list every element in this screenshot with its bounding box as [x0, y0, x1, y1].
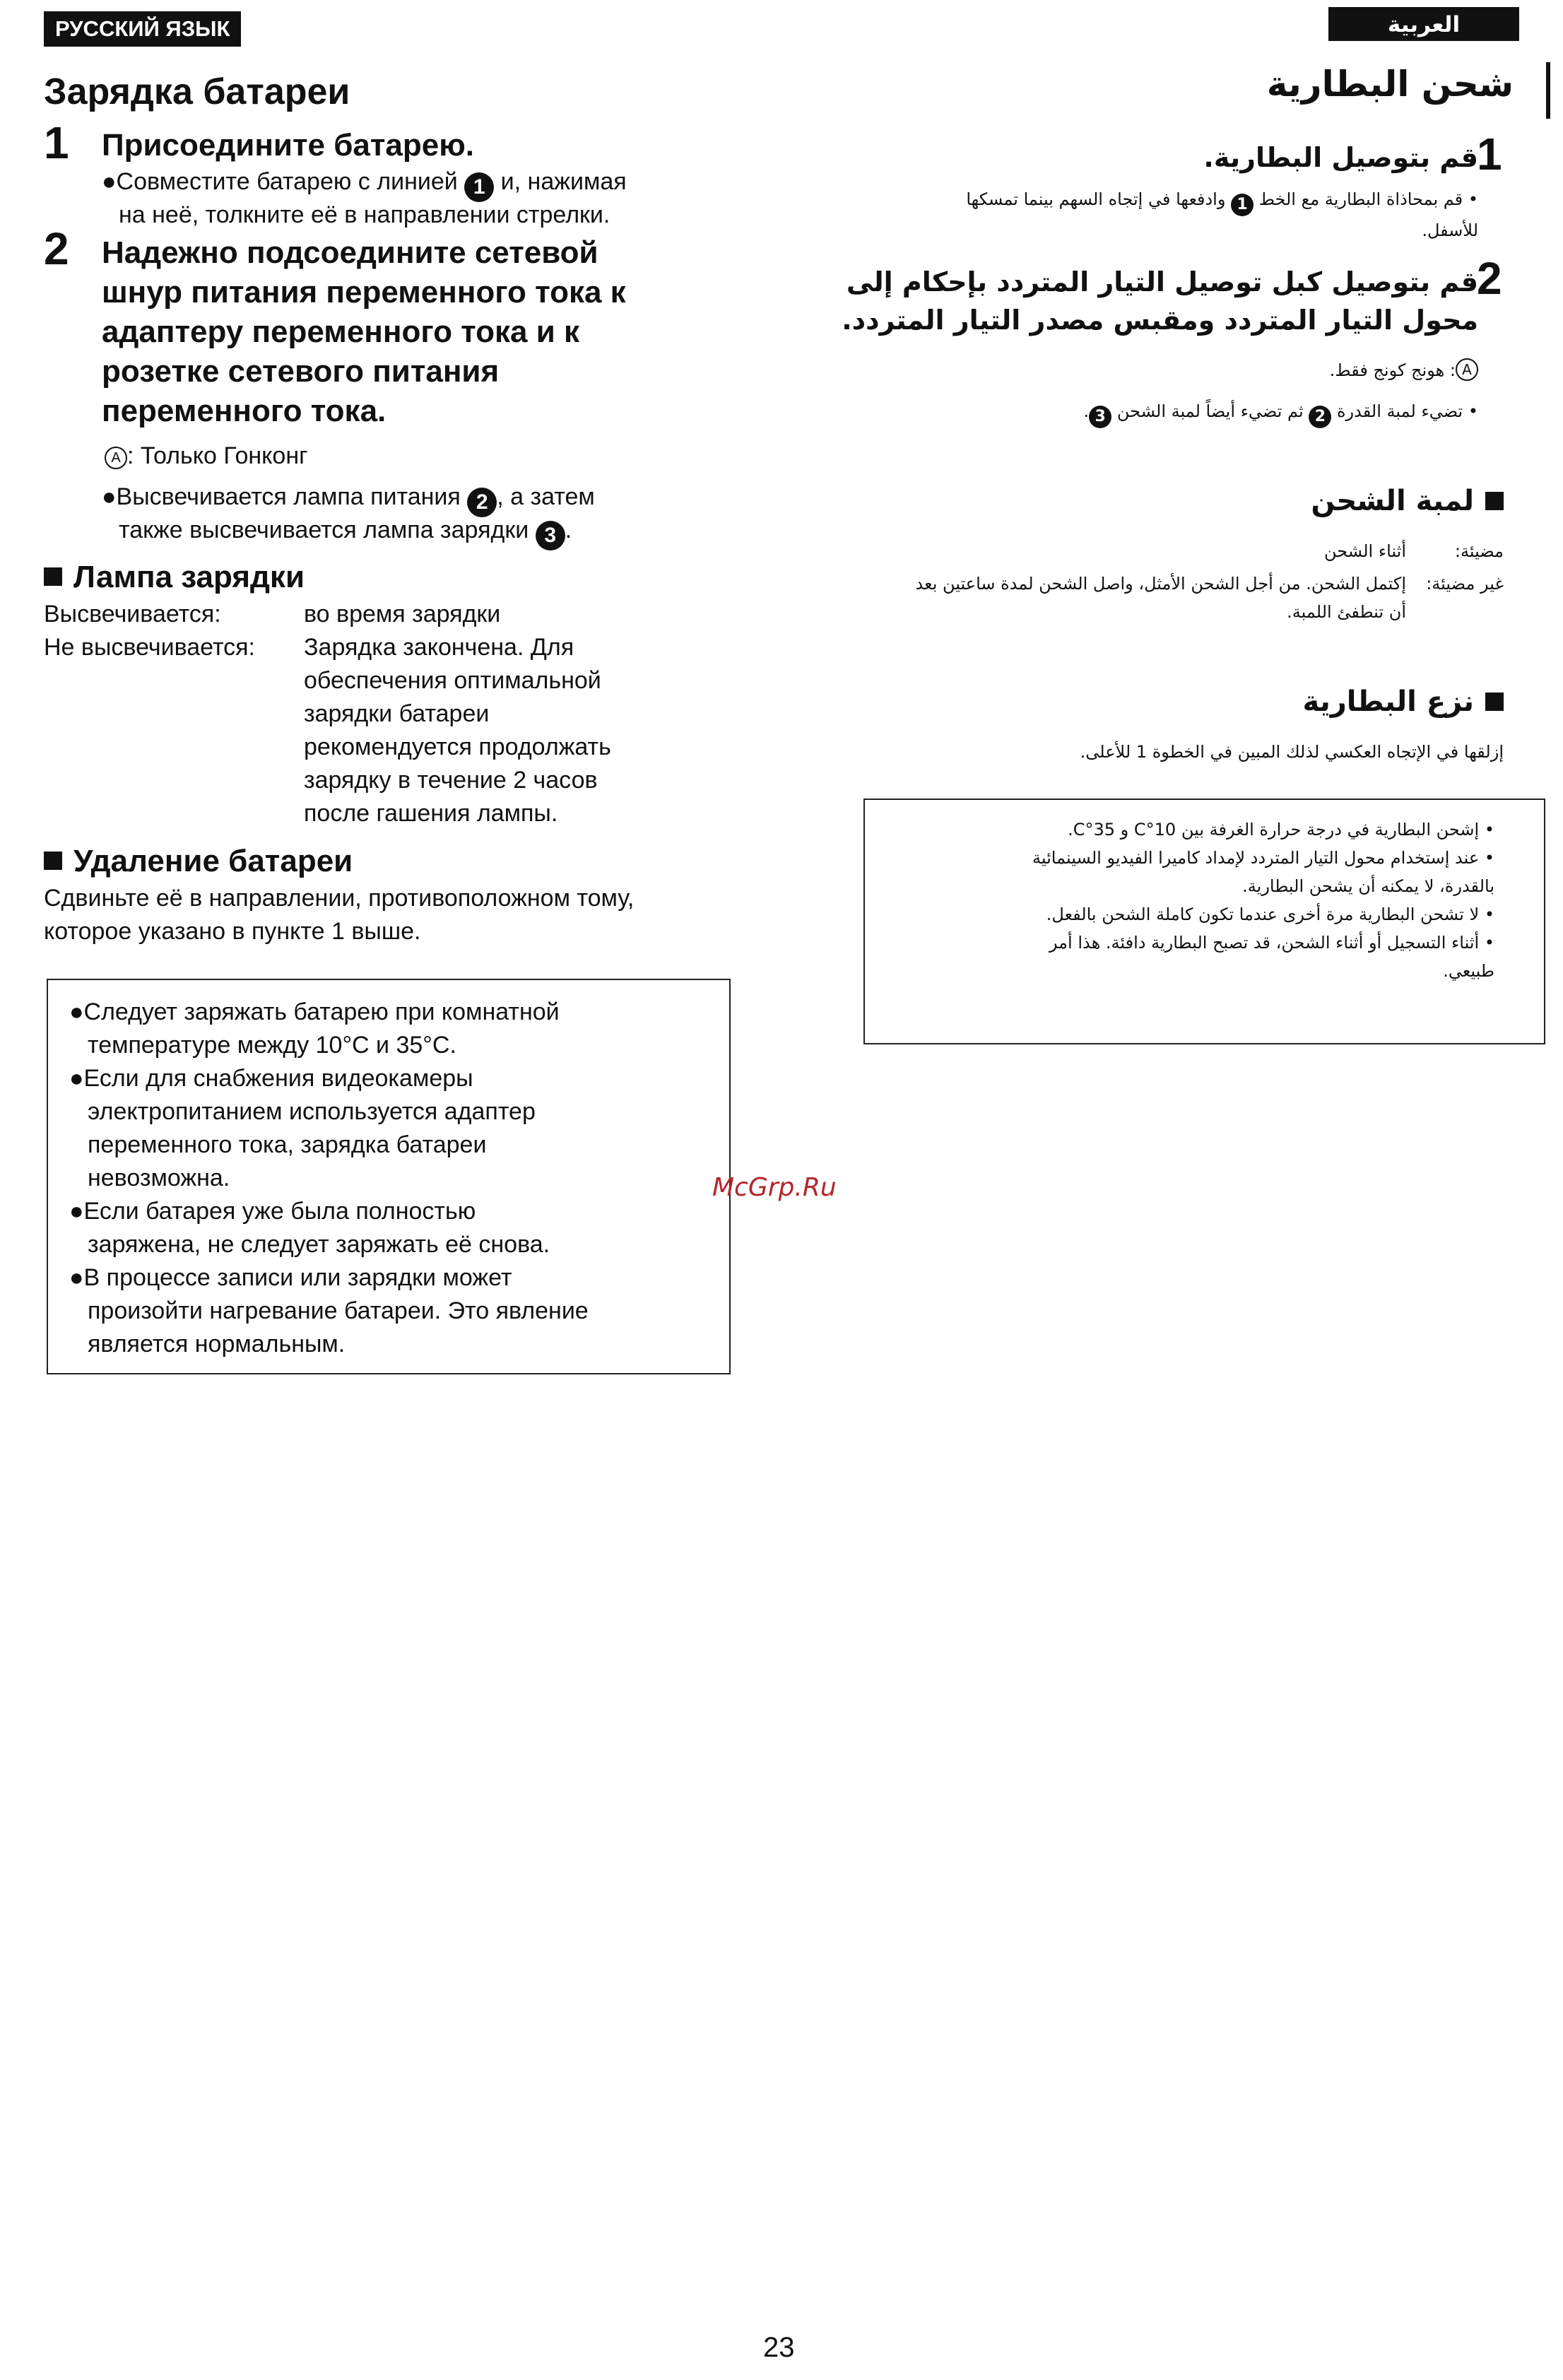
ru-note-item: ●Если для снабжения видеокамеры электропитанием используется адаптер переменного тока, зарядка батареи невозможна. [69, 1065, 536, 1191]
ar-step1-heading: قم بتوصيل البطارية. [1203, 142, 1478, 173]
ru-lamp-off-value: Зарядка закончена. Для обеспечения оптимальной зарядки батареи рекомендуется продолжать зарядку в течение 2 часов после гашения лампы. [304, 634, 611, 827]
ru-note-item: ●В процессе записи или зарядки может произойти нагревание батареи. Это явление является нормальным. [69, 1264, 589, 1357]
ar-page-title: شحن البطارية [1266, 64, 1514, 105]
ar-step1-bullet: • قم بمحاذاة البطارية مع الخط 1 وادفعها في إتجاه السهم بينما تمسكها للأسفل. [966, 189, 1478, 240]
ru-marker-3: 3 [536, 521, 565, 550]
ru-lamp-off-label: Не высвечивается: [44, 634, 255, 661]
ar-marker-2: 2 [1309, 406, 1331, 428]
square-bullet-icon [44, 852, 62, 870]
russian-language-tag: РУССКИЙ ЯЗЫК [44, 11, 241, 47]
ru-note-item: ●Если батарея уже была полностью заряжена, не следует заряжать её снова. [69, 1198, 550, 1258]
ar-lamp-off-label: غير مضيئة: [1426, 574, 1504, 594]
ru-marker-1: 1 [464, 172, 494, 202]
ar-lamp-off-value: إكتمل الشحن. من أجل الشحن الأمثل، واصل الشحن لمدة ساعتين بعد أن تنطفئ اللمبة. [915, 574, 1406, 622]
ru-step1-number: 1 [44, 117, 69, 168]
ar-remove-heading: نزع البطارية [1303, 685, 1504, 718]
square-bullet-icon [1485, 693, 1504, 711]
ar-marker-3: 3 [1089, 406, 1111, 428]
square-bullet-icon [1485, 492, 1504, 510]
ru-step2-number: 2 [44, 223, 69, 274]
ru-page-title: Зарядка батареи [44, 71, 350, 112]
ar-hongkong-note: A: هونج كونج فقط. [1330, 356, 1478, 384]
ar-step2-heading: قم بتوصيل كبل توصيل التيار المتردد بإحكام إلى محول التيار المتردد ومقبس مصدر التيار المتردد. [842, 266, 1478, 336]
ar-marker-1: 1 [1231, 194, 1254, 216]
ru-step2-heading: Надежно подсоедините сетевой шнур питания переменного тока к адаптеру переменного тока и к розетке сетевого питания переменного тока. [102, 235, 626, 428]
ar-lamp-on-value: أثناء الشحن [1324, 541, 1406, 561]
page-edge-bar [1546, 62, 1550, 119]
ru-notes-box [47, 979, 731, 1374]
ru-lamp-heading: Лампа зарядки [44, 560, 305, 595]
ar-notes-box [863, 799, 1545, 1044]
ru-lamp-on-label: Высвечивается: [44, 601, 221, 628]
ar-step2-bullet: • تضيء لمبة القدرة 2 ثم تضيء أيضاً لمبة الشحن 3. [1084, 397, 1478, 428]
arabic-language-tag: العربية [1328, 7, 1519, 41]
ar-note-item: • عند إستخدام محول التيار المتردد لإمداد كاميرا الفيديو السينمائية بالقدرة، لا يمكنه أن يشحن البطارية. [1032, 848, 1494, 896]
ar-lamp-heading: لمبة الشحن [1311, 485, 1504, 517]
ru-step2-bullet: ●Высвечивается лампа питания 2 , а затем [102, 481, 595, 517]
ru-hongkong-note: A : Только Гонконг [105, 440, 308, 473]
ru-note-item: ●Следует заряжать батарею при комнатной температуре между 10°C и 35°C. [69, 998, 560, 1059]
ru-marker-2: 2 [467, 488, 497, 517]
ar-a-marker: A [1456, 358, 1478, 381]
ar-step2-number: 2 [1477, 253, 1502, 304]
ar-note-item: • أثناء التسجيل أو أثناء الشحن، قد تصبح البطارية دافئة. هذا أمر طبيعي. [1049, 933, 1494, 981]
ar-note-item: • إشحن البطارية في درجة حرارة الغرفة بين 10°C و 35°C. [1068, 820, 1494, 840]
page-number: 23 [763, 2332, 795, 2363]
ru-remove-heading: Удаление батареи [44, 844, 353, 879]
ar-lamp-on-label: مضيئة: [1454, 541, 1504, 561]
ru-step1-bullet: ●Совместите батарею с линией 1 и, нажимая [102, 165, 627, 202]
square-bullet-icon [44, 567, 62, 586]
ru-step1-bullet-cont: на неё, толкните её в направлении стрелки. [119, 201, 611, 228]
ar-remove-text: إزلقها في الإتجاه العكسي لذلك المبين في الخطوة 1 للأعلى. [1080, 742, 1504, 762]
ru-step1-heading: Присоедините батарею. [102, 128, 475, 163]
ru-step2-bullet-cont: также высвечивается лампа зарядки 3 . [119, 514, 572, 550]
ru-lamp-on-value: во время зарядки [304, 601, 501, 628]
ar-step1-number: 1 [1477, 129, 1502, 179]
ru-remove-text: Сдвиньте её в направлении, противоположном тому, которое указано в пункте 1 выше. [44, 885, 635, 945]
watermark-text: McGrp.Ru [712, 1173, 837, 1202]
ru-a-marker: A [105, 447, 127, 469]
ar-note-item: • لا تشحن البطارية مرة أخرى عندما تكون كاملة الشحن بالفعل. [1046, 905, 1494, 924]
